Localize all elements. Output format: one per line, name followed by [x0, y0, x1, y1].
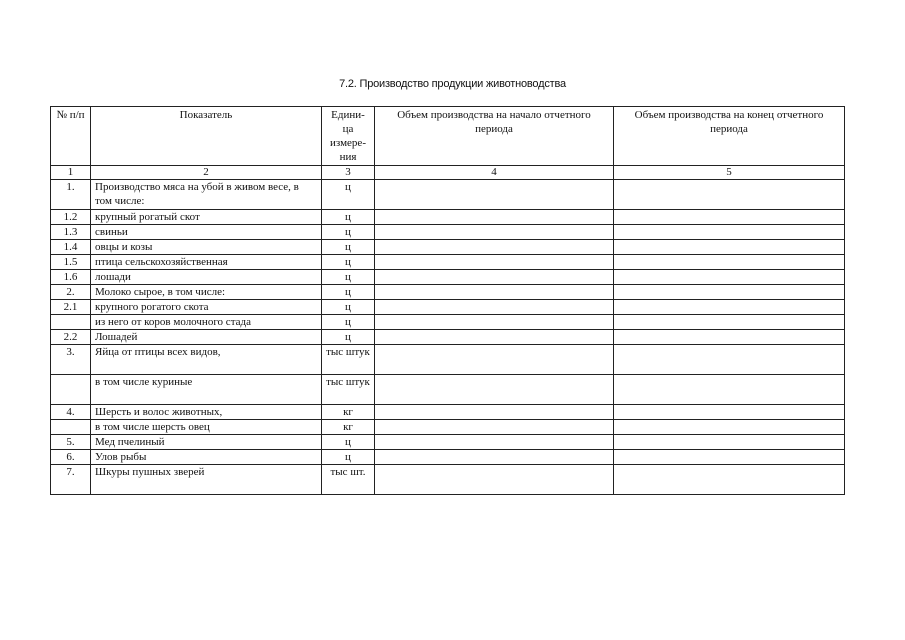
table-title: 7.2. Производство продукции животноводства [339, 78, 566, 90]
table-row [51, 225, 845, 240]
table-row [51, 315, 845, 330]
row-num: 6. [51, 450, 91, 465]
col-header-start: Объем производства на начало отчетного периода [375, 107, 614, 166]
row-unit: ц [322, 240, 375, 255]
row-indicator: Молоко сырое, в том числе: [91, 285, 322, 300]
table-row [51, 375, 845, 405]
row-indicator: крупного рогатого скота [91, 300, 322, 315]
table-row [51, 255, 845, 270]
value-end-cell[interactable] [614, 255, 845, 270]
row-unit: тыс штук [322, 345, 375, 375]
value-start-cell[interactable] [375, 465, 614, 495]
row-unit: ц [322, 315, 375, 330]
table-row [51, 450, 845, 465]
row-indicator: Шерсть и волос животных, [91, 405, 322, 420]
value-end-cell[interactable] [614, 180, 845, 210]
row-indicator: Лошадей [91, 330, 322, 345]
row-indicator: Мед пчелиный [91, 435, 322, 450]
table-row [51, 285, 845, 300]
row-indicator: Шкуры пушных зверей [91, 465, 322, 495]
row-num [51, 420, 91, 435]
value-end-cell[interactable] [614, 300, 845, 315]
col-header-unit: Едини-ца измере-ния [322, 107, 375, 166]
value-start-cell[interactable] [375, 435, 614, 450]
table-row [51, 180, 845, 210]
value-start-cell[interactable] [375, 405, 614, 420]
row-unit: ц [322, 300, 375, 315]
row-unit: ц [322, 450, 375, 465]
value-end-cell[interactable] [614, 405, 845, 420]
row-num: 3. [51, 345, 91, 375]
value-start-cell[interactable] [375, 240, 614, 255]
row-indicator: в том числе куриные [91, 375, 322, 405]
col-header-indicator: Показатель [91, 107, 322, 166]
value-end-cell[interactable] [614, 465, 845, 495]
livestock-production-table [50, 106, 845, 495]
row-num: 2.1 [51, 300, 91, 315]
value-start-cell[interactable] [375, 270, 614, 285]
value-start-cell[interactable] [375, 300, 614, 315]
row-unit: кг [322, 420, 375, 435]
table-row [51, 465, 845, 495]
col-header-end: Объем производства на конец отчетного периода [614, 107, 845, 166]
table-row [51, 435, 845, 450]
value-end-cell[interactable] [614, 345, 845, 375]
column-index-row [51, 166, 845, 180]
table-row [51, 405, 845, 420]
row-num: 1.4 [51, 240, 91, 255]
value-end-cell[interactable] [614, 450, 845, 465]
row-num: 7. [51, 465, 91, 495]
row-num: 1.6 [51, 270, 91, 285]
value-end-cell[interactable] [614, 240, 845, 255]
row-num: 1.2 [51, 210, 91, 225]
value-end-cell[interactable] [614, 270, 845, 285]
value-end-cell[interactable] [614, 315, 845, 330]
row-num: 2.2 [51, 330, 91, 345]
value-end-cell[interactable] [614, 225, 845, 240]
value-end-cell[interactable] [614, 420, 845, 435]
row-num [51, 375, 91, 405]
value-end-cell[interactable] [614, 375, 845, 405]
value-start-cell[interactable] [375, 180, 614, 210]
row-indicator: из него от коров молочного стада [91, 315, 322, 330]
row-num [51, 315, 91, 330]
row-num: 5. [51, 435, 91, 450]
row-unit: тыс штук [322, 375, 375, 405]
row-indicator: Производство мяса на убой в живом весе, в том числе: [91, 180, 322, 210]
row-indicator: Улов рыбы [91, 450, 322, 465]
row-unit: ц [322, 285, 375, 300]
header-row [51, 107, 845, 166]
table-row [51, 240, 845, 255]
table-row [51, 270, 845, 285]
value-end-cell[interactable] [614, 210, 845, 225]
value-end-cell[interactable] [614, 330, 845, 345]
row-indicator: лошади [91, 270, 322, 285]
col-header-num: № п/п [51, 107, 91, 166]
value-end-cell[interactable] [614, 285, 845, 300]
row-num: 2. [51, 285, 91, 300]
row-unit: ц [322, 225, 375, 240]
row-unit: ц [322, 435, 375, 450]
table-row [51, 330, 845, 345]
column-index: 2 [91, 166, 322, 180]
value-start-cell[interactable] [375, 330, 614, 345]
row-unit: ц [322, 270, 375, 285]
row-unit: ц [322, 210, 375, 225]
column-index: 5 [614, 166, 845, 180]
value-start-cell[interactable] [375, 315, 614, 330]
row-num: 1. [51, 180, 91, 210]
row-indicator: крупный рогатый скот [91, 210, 322, 225]
row-indicator: Яйца от птицы всех видов, [91, 345, 322, 375]
value-end-cell[interactable] [614, 435, 845, 450]
table-row [51, 210, 845, 225]
row-unit: тыс шт. [322, 465, 375, 495]
row-unit: кг [322, 405, 375, 420]
value-start-cell[interactable] [375, 210, 614, 225]
value-start-cell[interactable] [375, 225, 614, 240]
row-indicator: птица сельскохозяйственная [91, 255, 322, 270]
row-num: 1.3 [51, 225, 91, 240]
value-start-cell[interactable] [375, 285, 614, 300]
row-unit: ц [322, 180, 375, 210]
row-indicator: овцы и козы [91, 240, 322, 255]
column-index: 1 [51, 166, 91, 180]
value-start-cell[interactable] [375, 450, 614, 465]
value-start-cell[interactable] [375, 345, 614, 375]
row-indicator: в том числе шерсть овец [91, 420, 322, 435]
value-start-cell[interactable] [375, 255, 614, 270]
table-row [51, 420, 845, 435]
row-indicator: свиньи [91, 225, 322, 240]
value-start-cell[interactable] [375, 420, 614, 435]
row-unit: ц [322, 330, 375, 345]
column-index: 4 [375, 166, 614, 180]
row-num: 4. [51, 405, 91, 420]
table-row [51, 300, 845, 315]
column-index: 3 [322, 166, 375, 180]
row-num: 1.5 [51, 255, 91, 270]
table-row [51, 345, 845, 375]
row-unit: ц [322, 255, 375, 270]
value-start-cell[interactable] [375, 375, 614, 405]
